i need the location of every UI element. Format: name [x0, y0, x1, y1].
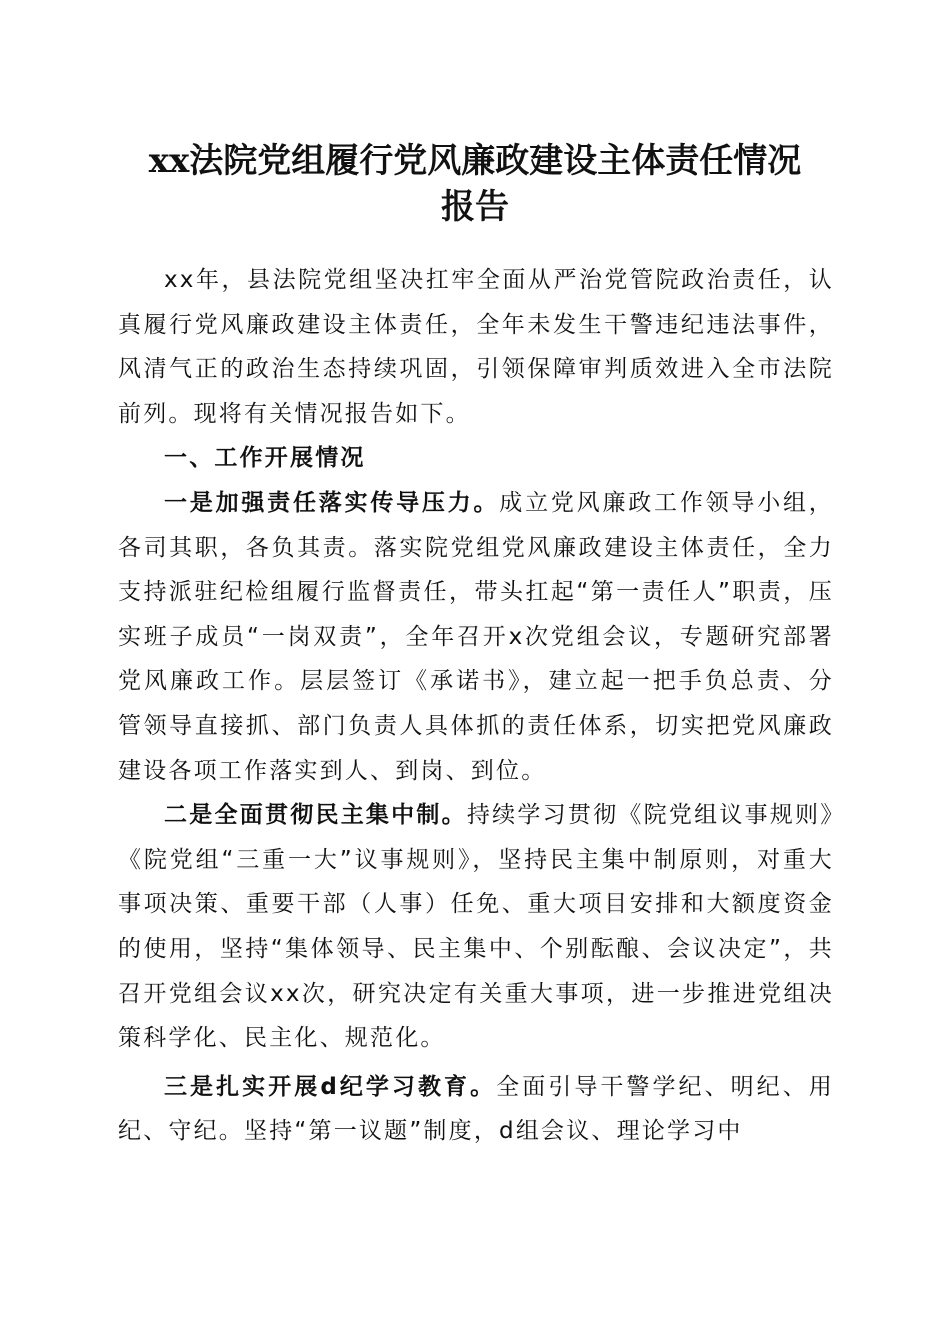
intro-paragraph: xx年，县法院党组坚决扛牢全面从严治党管院政治责任，认真履行党风廉政建设主体责任，全年未发生干警违纪违法事件，风清气正的政治生态持续巩固，引领保障审判质效进入全市法院前列。现将有关情况报告如下。: [118, 267, 834, 427]
item-1-lead: 一是加强责任落实传导压力。: [164, 489, 500, 516]
item-1-paragraph: [118, 481, 834, 793]
item-3-paragraph: [118, 1065, 834, 1154]
item-2-lead: 二是全面贯彻民主集中制。: [164, 802, 467, 829]
document-title: [110, 138, 840, 230]
section-heading: 一、工作开展情况: [164, 445, 366, 472]
document-body: [118, 258, 834, 1154]
title-line-2: 报告: [441, 187, 509, 227]
item-3-text: 全面引导干警学纪、明纪、用纪、守纪。坚持“第一议题”制度，d组会议、理论学习中: [118, 1073, 834, 1145]
item-1-text: 成立党风廉政工作领导小组，各司其职，各负其责。落实院党组党风廉政建设主体责任，全力支持派驻纪检组履行监督责任，带头扛起“第一责任人”职责，压实班子成员“一岗双责”，全年召开x次党组会议，专题研究部署党风廉政工作。层层签订《承诺书》，建立起一把手负总责、分管领导直接抓、部门负责人具体抓的责任体系，切实把党风廉政建设各项工作落实到人、到岗、到位。: [118, 489, 834, 784]
item-3-lead: 三是扎实开展d纪学习教育。: [164, 1073, 497, 1100]
title-line-1: xx法院党组履行党风廉政建设主体责任情况: [148, 141, 802, 181]
item-2-paragraph: [118, 793, 834, 1061]
item-2-text: 持续学习贯彻《院党组议事规则》《院党组“三重一大”议事规则》，坚持民主集中制原则，对重大事项决策、重要干部（人事）任免、重大项目安排和大额度资金的使用，坚持“集体领导、民主集中、个别酝酿、会议决定”，共召开党组会议xx次，研究决定有关重大事项，进一步推进党组决策科学化、民主化、规范化。: [118, 802, 834, 1052]
